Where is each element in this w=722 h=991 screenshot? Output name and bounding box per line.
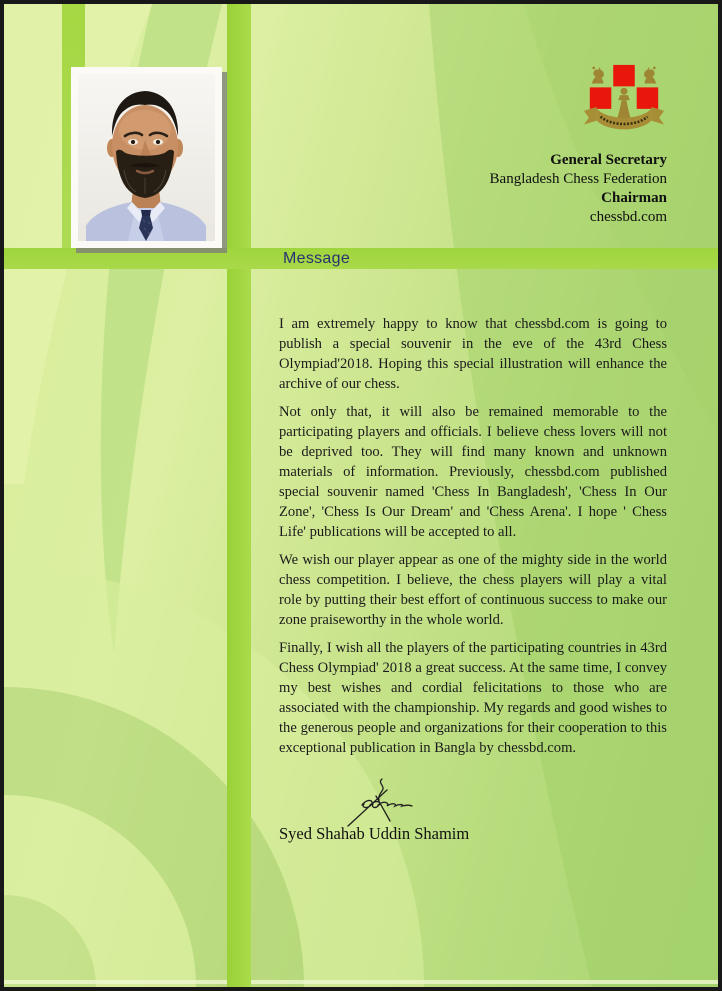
portrait-illustration — [78, 74, 215, 241]
handwritten-signature — [342, 774, 434, 830]
credential-role-2: Chairman — [601, 190, 667, 206]
credentials-block — [490, 151, 667, 227]
message-paragraph: Finally, I wish all the players of the participating countries in 43rd Chess Olympiad' 2018 a great success. At the same time, I convey my best wishes and cordial felicitations to those who are associated with the championship. My regards and good wishes to the generous people and organizations for their cooperation to this exceptional publication in Bangla by chessbd.com. — [279, 640, 667, 756]
general-secretary-portrait-photo — [71, 67, 222, 248]
signatory-name: Syed Shahab Uddin Shamim — [279, 824, 470, 843]
credential-role-1: General Secretary — [550, 152, 667, 168]
credential-organization: Bangladesh Chess Federation — [489, 171, 667, 187]
message-paragraphs — [279, 314, 667, 766]
accent-bar-vertical — [227, 4, 251, 987]
message-paragraph: Not only that, it will also be remained memorable to the participating players and officials. I believe chess lovers will not be deprived too. They will find many known and unknown materials of information. Previously, chessbd.com published special souvenir named 'Chess In Bangladesh', 'Chess In Our Zone', 'Chess Is Our Dream' and 'Chess Arena'. I hope ' Chess Life' publications will be accepted to all. — [279, 404, 667, 540]
accent-bar-horizontal — [4, 248, 718, 269]
credential-website: chessbd.com — [589, 209, 667, 225]
bangladesh-chess-federation-crest-icon — [582, 62, 666, 144]
message-paragraph: I am extremely happy to know that chessbd.com is going to publish a special souvenir in the eve of the 43rd Chess Olympiad'2018. Hoping this special illustration will enhance the archive of our chess. — [279, 316, 667, 392]
message-paragraph: We wish our player appear as one of the mighty side in the world chess competition. I believe, the chess players will play a vital role by putting their best effort of continuous success to make our zone praiseworthy in the whole world. — [279, 552, 667, 628]
section-title: Message — [283, 250, 351, 267]
